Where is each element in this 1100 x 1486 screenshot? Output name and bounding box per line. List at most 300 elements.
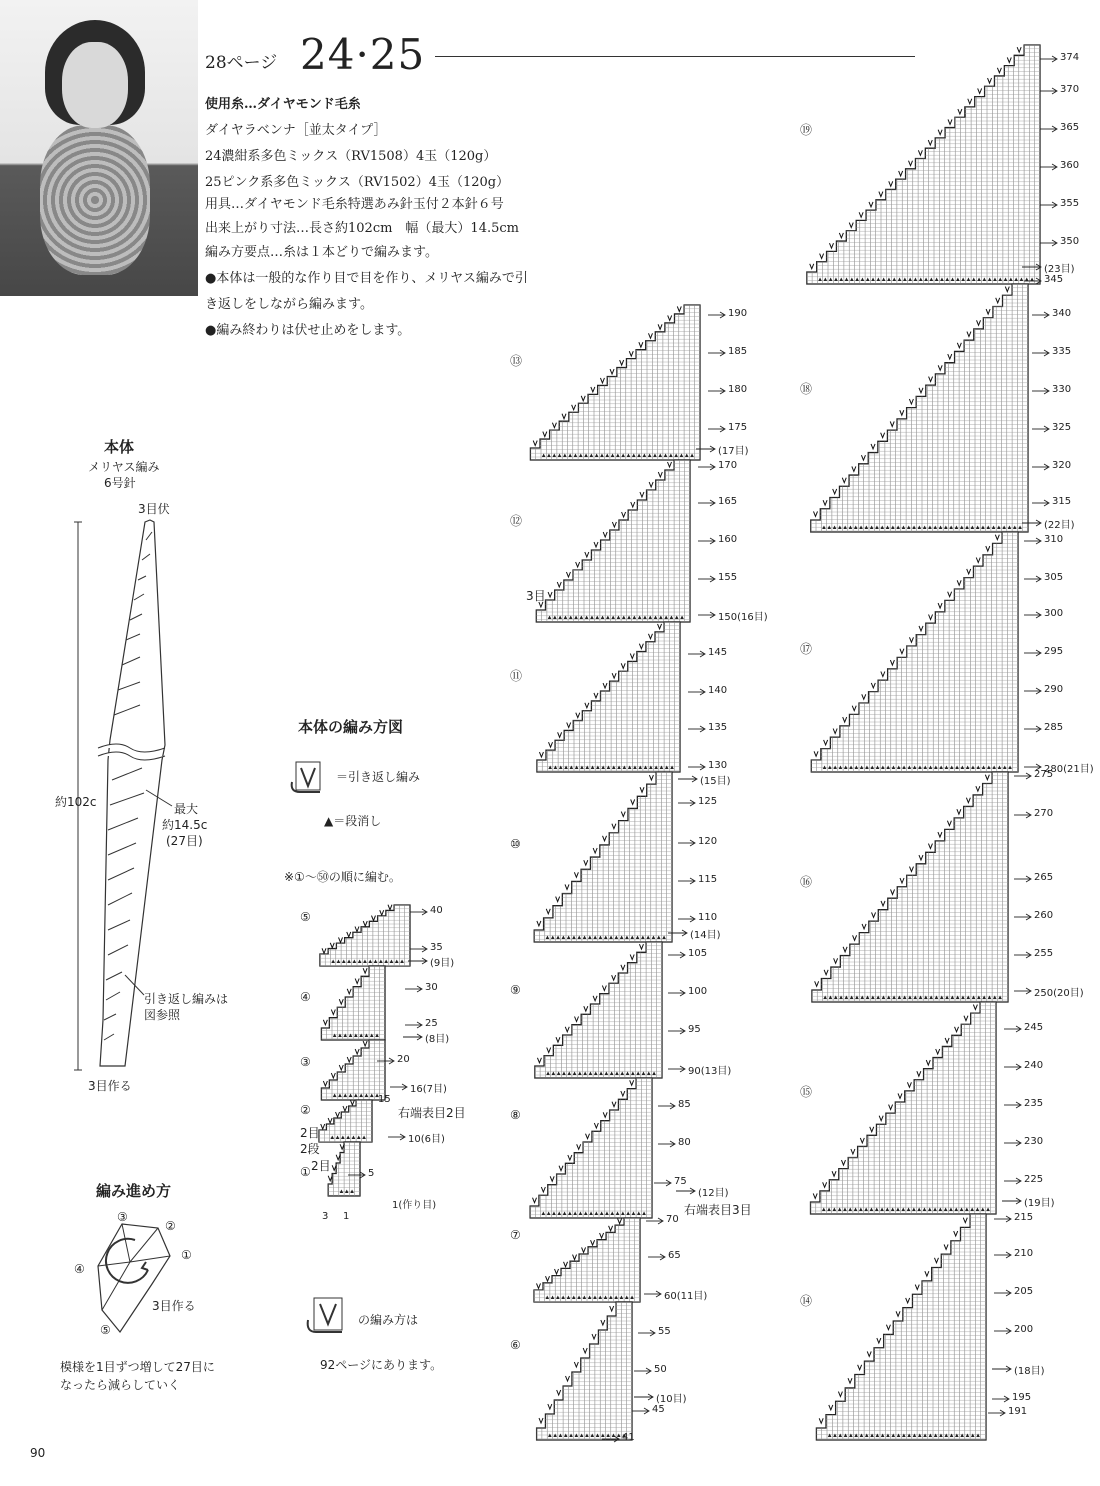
turn-mark: [978, 88, 982, 93]
turn-mark: [928, 844, 932, 849]
row-label: 265: [1034, 872, 1054, 883]
turn-mark: [813, 511, 817, 516]
row-label: 240: [1024, 1060, 1044, 1071]
section-marker: ⑭: [800, 1294, 813, 1308]
turn-mark: [567, 723, 571, 728]
turn-mark: [621, 1091, 625, 1096]
row-label: 210: [1014, 1248, 1034, 1259]
row-label: (10目): [656, 1394, 687, 1405]
row-label: 285: [1044, 722, 1064, 733]
turn-mark: [575, 1017, 579, 1022]
row-label: 45: [652, 1404, 665, 1415]
turn-mark: [347, 989, 351, 994]
legend-dec: ▲＝段消し: [324, 814, 382, 828]
section-marker: ②: [300, 1103, 311, 1117]
turn-mark: [877, 1338, 881, 1343]
turn-mark: [541, 1187, 545, 1192]
turn-mark: [881, 433, 885, 438]
chart-block-13: [537, 1302, 632, 1440]
turn-mark: [630, 654, 634, 659]
legend-ref-2: 92ページにあります。: [320, 1358, 443, 1372]
turn-mark: [843, 947, 847, 952]
turn-mark: [546, 909, 550, 914]
turn-mark: [347, 932, 351, 937]
turn-mark: [986, 309, 990, 314]
turn-mark: [838, 1392, 842, 1397]
turn-mark: [1007, 57, 1011, 62]
row-label: 85: [678, 1099, 691, 1110]
color-24: 24濃紺系多色ミックス（RV1508）4玉（120g）: [205, 149, 497, 164]
turn-mark: [639, 644, 643, 649]
turn-mark: [640, 787, 644, 792]
turn-note-2: 図参照: [144, 1008, 181, 1022]
chart-block-5: [328, 1142, 360, 1196]
turn-mark: [546, 1276, 550, 1281]
turn-mark: [343, 1106, 347, 1111]
row-label: 315: [1052, 496, 1072, 507]
section-marker: ⑧: [510, 1108, 521, 1122]
turn-mark: [556, 897, 560, 902]
chart-block-18: [811, 1002, 997, 1214]
turn-mark: [322, 948, 326, 953]
turn-mark: [862, 924, 866, 929]
turn-mark: [917, 1071, 921, 1076]
turn-mark: [814, 751, 818, 756]
turn-mark: [948, 119, 952, 124]
turn-mark: [934, 1258, 938, 1263]
yarn-line: 使用糸…ダイヤモンド毛糸: [205, 97, 361, 112]
progress-marker-1: ①: [181, 1248, 192, 1262]
turn-mark: [371, 916, 375, 921]
row-label: 150(16目): [718, 612, 768, 623]
turn-mark: [889, 181, 893, 186]
turn-mark: [842, 478, 846, 483]
turn-mark: [600, 1233, 604, 1238]
turn-mark: [899, 171, 903, 176]
turn-mark: [881, 672, 885, 677]
points-line: 編み方要点…糸は１本どりで編みます。: [205, 245, 438, 260]
size-line: 出来上がり寸法…長さ約102cm 幅（最大）14.5cm: [205, 221, 519, 236]
turn-mark: [833, 489, 837, 494]
row-label: 320: [1052, 460, 1072, 471]
turn-mark: [594, 693, 598, 698]
turn-mark: [594, 542, 598, 547]
turn-mark: [648, 634, 652, 639]
chart-outline: [811, 284, 1028, 532]
row-label: 16(7目): [410, 1084, 447, 1095]
turn-mark: [954, 1231, 958, 1236]
top-bindoff-label: 3目伏: [138, 502, 170, 516]
row-label: 200: [1014, 1324, 1034, 1335]
turn-mark: [823, 1182, 827, 1187]
turn-mark: [548, 592, 552, 597]
max-width: 約14.5c: [162, 818, 208, 832]
turn-mark: [872, 912, 876, 917]
turn-mark: [574, 872, 578, 877]
turn-mark: [823, 500, 827, 505]
chart-block-12: [534, 1218, 640, 1302]
turn-mark: [909, 161, 913, 166]
turn-mark: [639, 944, 643, 949]
chart-outline: [812, 772, 1008, 1002]
section-marker: ⑤: [300, 910, 311, 924]
label-two-st: 2目: [311, 1159, 331, 1173]
turn-mark: [556, 1037, 560, 1042]
turn-mark: [631, 799, 635, 804]
turn-mark: [898, 1093, 902, 1098]
section-marker: ⑲: [800, 123, 813, 137]
turn-mark: [948, 354, 952, 359]
row-label: 115: [698, 874, 718, 885]
turn-mark: [583, 1348, 587, 1353]
tools-line: 用具…ダイヤモンド毛糸特選あみ針玉付２本針６号: [205, 197, 504, 212]
turn-mark: [630, 955, 634, 960]
turn-mark: [612, 522, 616, 527]
row-label: 170: [718, 460, 738, 471]
turn-mark: [591, 387, 595, 392]
turn-mark: [918, 150, 922, 155]
turn-mark: [658, 624, 662, 629]
row-label: 215: [1014, 1212, 1034, 1223]
turn-mark: [363, 921, 367, 926]
turn-mark: [938, 603, 942, 608]
label-three-st: 3目: [526, 589, 546, 603]
row-label: 325: [1052, 422, 1072, 433]
turn-mark: [631, 502, 635, 507]
label-col-3: 3: [322, 1211, 329, 1222]
turn-mark: [550, 1176, 554, 1181]
legend-turn: ＝引き返し編み: [336, 770, 421, 784]
turn-mark: [841, 1160, 845, 1165]
turn-mark: [948, 592, 952, 597]
turn-mark: [976, 786, 980, 791]
turn-mark: [568, 1155, 572, 1160]
turn-mark: [957, 343, 961, 348]
row-label: 90(13目): [688, 1066, 732, 1077]
turn-mark: [585, 703, 589, 708]
row-label: 35: [430, 942, 443, 953]
chart-outline: [811, 532, 1018, 772]
turn-mark: [824, 740, 828, 745]
turn-mark: [592, 1334, 596, 1339]
turn-mark: [533, 441, 537, 446]
turn-mark: [928, 140, 932, 145]
turn-mark: [957, 580, 961, 585]
turn-mark: [967, 569, 971, 574]
turn-mark: [612, 975, 616, 980]
row-label: 80: [678, 1137, 691, 1148]
row-label: 275: [1034, 769, 1054, 780]
turn-mark: [380, 910, 384, 915]
turn-mark: [896, 1311, 900, 1316]
row-label: 120: [698, 836, 718, 847]
row-label: 160: [718, 534, 738, 545]
turn-mark: [906, 1298, 910, 1303]
chart-outline: [811, 1002, 997, 1214]
turn-mark: [603, 532, 607, 537]
turn-mark: [852, 466, 856, 471]
turn-mark: [813, 1193, 817, 1198]
turn-mark: [603, 836, 607, 841]
turn-mark: [576, 713, 580, 718]
turn-mark: [976, 558, 980, 563]
turn-mark: [819, 1418, 823, 1423]
row-label: 55: [658, 1326, 671, 1337]
max-stitches: (27目): [166, 834, 203, 848]
row-label: 125: [698, 796, 718, 807]
row-label: 105: [688, 948, 708, 959]
row-label: 330: [1052, 384, 1072, 395]
turn-mark: [323, 1020, 327, 1025]
turn-mark: [566, 572, 570, 577]
row-label: 270: [1034, 808, 1054, 819]
turn-mark: [977, 320, 981, 325]
chart-block-4: [319, 1100, 372, 1142]
chart-block-2: [321, 966, 385, 1040]
row-label: 225: [1024, 1174, 1044, 1185]
turn-mark: [562, 414, 566, 419]
turn-mark: [557, 1390, 561, 1395]
row-label: 165: [718, 496, 738, 507]
turn-mark: [853, 935, 857, 940]
section-marker: ⑥: [510, 1338, 521, 1352]
turn-mark: [995, 535, 999, 540]
turn-mark: [848, 1378, 852, 1383]
legend-ref-1: の編み方は: [358, 1313, 419, 1327]
turn-mark: [640, 492, 644, 497]
turn-mark: [355, 1049, 359, 1054]
turn-mark: [600, 378, 604, 383]
turn-mark: [621, 812, 625, 817]
turn-mark: [658, 472, 662, 477]
turn-mark: [859, 212, 863, 217]
turn-mark: [557, 582, 561, 587]
turn-mark: [339, 999, 343, 1004]
turn-mark: [890, 660, 894, 665]
turn-mark: [1005, 287, 1009, 292]
chart-block-11: [530, 1078, 652, 1218]
chart-grid: [534, 1218, 640, 1302]
turn-mark: [879, 1116, 883, 1121]
chart-block-15: [811, 284, 1028, 532]
progress-marker-2: ②: [165, 1219, 176, 1233]
turn-mark: [331, 1010, 335, 1015]
label-cast-on: 1(作り目): [392, 1200, 437, 1211]
chart-outline: [536, 460, 690, 622]
turn-mark: [997, 68, 1001, 73]
turn-mark: [843, 717, 847, 722]
turn-mark: [871, 444, 875, 449]
section-marker: ④: [300, 990, 311, 1004]
step1-line: ●本体は一般的な作り目で目を作り、メリヤス編みで引: [205, 271, 528, 286]
turn-mark: [612, 673, 616, 678]
row-label: (14目): [690, 930, 721, 941]
section-marker: ③: [300, 1055, 311, 1069]
label-col-1: 1: [343, 1211, 350, 1222]
progress-title: 編み進め方: [96, 1182, 172, 1200]
progress-marker-4: ④: [74, 1262, 85, 1276]
turn-mark: [861, 455, 865, 460]
row-label: (19目): [1024, 1198, 1055, 1209]
turn-mark: [639, 342, 643, 347]
section-marker: ⑨: [510, 983, 521, 997]
turn-mark: [858, 1365, 862, 1370]
row-label: 290: [1044, 684, 1064, 695]
row-label: 65: [668, 1250, 681, 1261]
turn-mark: [900, 649, 904, 654]
turn-mark: [565, 884, 569, 889]
row-label: 245: [1024, 1022, 1044, 1033]
turn-mark: [347, 1057, 351, 1062]
row-label: (17目): [718, 446, 749, 457]
turn-mark: [824, 970, 828, 975]
label-row-15: 15: [378, 1094, 391, 1105]
turn-mark: [620, 360, 624, 365]
turn-mark: [869, 202, 873, 207]
legend-title: 本体の編み方図: [298, 718, 404, 736]
body-title: 本体: [104, 438, 135, 456]
turn-mark: [900, 410, 904, 415]
progress-marker-3: ③: [117, 1210, 128, 1224]
row-label: 190: [728, 308, 748, 319]
step2-line: ●編み終わりは伏せ止めをします。: [205, 323, 411, 338]
turn-mark: [602, 986, 606, 991]
turn-mark: [621, 663, 625, 668]
turn-mark: [363, 1041, 367, 1046]
turn-mark: [339, 937, 343, 942]
turn-mark: [586, 1134, 590, 1139]
turn-mark: [926, 1060, 930, 1065]
turn-mark: [582, 1247, 586, 1252]
turn-mark: [610, 1306, 614, 1311]
turn-mark: [832, 1171, 836, 1176]
turn-mark: [947, 821, 951, 826]
chart-block-8: [537, 622, 680, 772]
section-marker: ⑫: [510, 514, 523, 528]
turn-mark: [890, 421, 894, 426]
turn-mark: [958, 109, 962, 114]
turn-mark: [593, 996, 597, 1001]
turn-mark: [566, 1376, 570, 1381]
section-marker: ①: [300, 1165, 311, 1179]
label-right-edge-3: 右端表目3目: [684, 1203, 752, 1217]
turn-mark: [336, 1112, 340, 1117]
row-label: 250(20目): [1034, 988, 1084, 999]
turn-mark: [957, 809, 961, 814]
color-25: 25ピンク系多色ミックス（RV1502）4玉（120g）: [205, 175, 510, 190]
turn-mark: [355, 979, 359, 984]
turn-mark: [820, 254, 824, 259]
body-needle: 6号針: [104, 476, 136, 490]
row-label: 60(11目): [664, 1291, 708, 1302]
turn-mark: [388, 905, 392, 910]
turn-mark: [549, 742, 553, 747]
label-two-st-b: 2目: [300, 1126, 320, 1140]
turn-mark: [581, 396, 585, 401]
pattern-numbers: 24·25: [300, 30, 426, 79]
turn-mark: [985, 775, 989, 780]
row-label: (22目): [1044, 520, 1075, 531]
row-label: (15目): [700, 776, 731, 787]
page-number: 90: [30, 1446, 46, 1460]
turn-mark: [618, 1219, 622, 1224]
turn-mark: [629, 351, 633, 356]
progress-note-1: 模様を1目ずつ増して27目に: [60, 1360, 215, 1374]
chart-block-19: [816, 1214, 986, 1440]
turn-mark: [601, 1320, 605, 1325]
section-marker: ⑪: [510, 669, 523, 683]
row-label: 20: [397, 1054, 410, 1065]
row-label: 340: [1052, 308, 1072, 319]
turn-mark: [593, 848, 597, 853]
row-label: 280(21目): [1044, 764, 1094, 775]
turn-mark: [603, 683, 607, 688]
turn-mark: [594, 1123, 598, 1128]
turn-mark: [668, 462, 672, 467]
turn-mark: [585, 552, 589, 557]
row-label: 10(6目): [408, 1134, 445, 1145]
turn-mark: [328, 1118, 332, 1123]
turn-mark: [610, 369, 614, 374]
turn-mark: [537, 921, 541, 926]
turn-mark: [574, 1362, 578, 1367]
row-label: 355: [1060, 198, 1080, 209]
turn-mark: [834, 958, 838, 963]
turn-mark: [909, 637, 913, 642]
row-label: (12目): [698, 1188, 729, 1199]
turn-mark: [988, 78, 992, 83]
row-label: 205: [1014, 1286, 1034, 1297]
chart-block-6: [530, 305, 700, 460]
label-two-rows: 2段: [300, 1142, 320, 1156]
row-label: (8目): [425, 1034, 450, 1045]
progress-marker-5: ⑤: [100, 1323, 111, 1337]
section-marker: ⑰: [800, 642, 813, 656]
turn-mark: [938, 832, 942, 837]
turn-mark: [829, 243, 833, 248]
turn-mark: [889, 1105, 893, 1110]
row-label: 25: [425, 1018, 438, 1029]
turn-mark: [677, 306, 681, 311]
chart-block-16: [811, 532, 1018, 772]
row-label: (9目): [430, 958, 455, 969]
turn-mark: [649, 482, 653, 487]
turn-mark: [996, 298, 1000, 303]
chart-block-7: [536, 460, 690, 622]
row-label: 100: [688, 986, 708, 997]
turn-mark: [573, 1255, 577, 1260]
turn-mark: [668, 315, 672, 320]
turn-mark: [871, 683, 875, 688]
turn-mark: [929, 615, 933, 620]
turn-mark: [815, 981, 819, 986]
row-label: 305: [1044, 572, 1064, 583]
section-marker: ⑩: [510, 837, 521, 851]
turn-mark: [938, 130, 942, 135]
row-label: 345: [1044, 274, 1064, 285]
turn-mark: [833, 729, 837, 734]
section-marker: ⑱: [800, 382, 813, 396]
turn-mark: [938, 365, 942, 370]
turn-mark: [851, 1149, 855, 1154]
turn-mark: [945, 1038, 949, 1043]
turn-mark: [1017, 47, 1021, 52]
turn-mark: [321, 1124, 325, 1129]
row-label: 145: [708, 647, 728, 658]
length-label: 約102c: [55, 795, 97, 809]
turn-mark: [547, 1048, 551, 1053]
turn-mark: [537, 1283, 541, 1288]
